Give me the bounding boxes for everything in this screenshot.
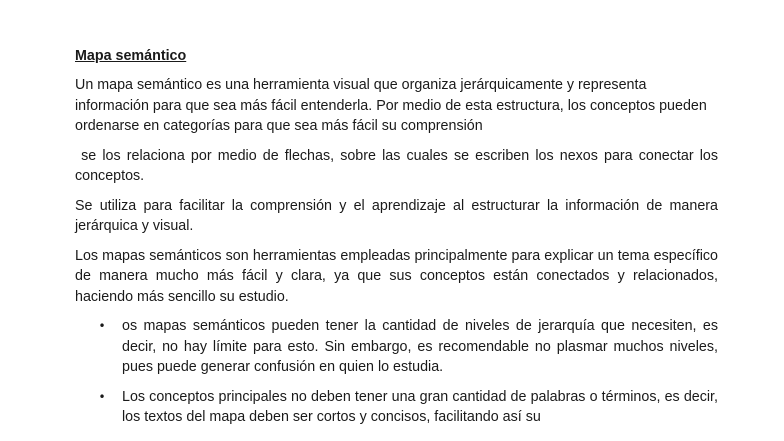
list-item-text: Los conceptos principales no deben tener una gran cantidad de palabras o términos, es decir, los textos del mapa deben ser cortos y concisos, facilitando así su: [122, 388, 718, 425]
document-page: [75, 46, 722, 437]
bullet-list: [75, 316, 718, 428]
paragraph-relations: se los relaciona por medio de flechas, sobre las cuales se escriben los nexos para conectar los conceptos.: [75, 147, 722, 184]
list-item-text: os mapas semánticos pueden tener la cantidad de niveles de jerarquía que necesiten, es decir, no hay límite para esto. Sin embargo, es recomendable no plasmar muchos niveles, pues puede generar confusión en quien lo estudia.: [122, 318, 718, 375]
bullet-icon: •: [98, 389, 106, 404]
document-heading: Mapa semántico: [75, 48, 187, 64]
paragraph-purpose: Se utiliza para facilitar la comprensión y el aprendizaje al estructurar la información de manera jerárquica y visual.: [75, 197, 718, 234]
list-item: [75, 387, 718, 428]
list-item: [75, 316, 718, 378]
bullet-icon: •: [98, 319, 106, 333]
paragraph-usage: Los mapas semánticos son herramientas empleadas principalmente para explicar un tema específico de manera mucho más fácil y clara, ya que sus conceptos están conectados y relacionados, haciendo más sencillo su estudio.: [75, 247, 718, 305]
paragraph-definition: Un mapa semántico es una herramienta visual que organiza jerárquicamente y representa información para que sea más fácil entenderla. Por medio de esta estructura, los conceptos pueden ordenarse en categorías para que sea más fácil su comprensión: [75, 77, 707, 134]
